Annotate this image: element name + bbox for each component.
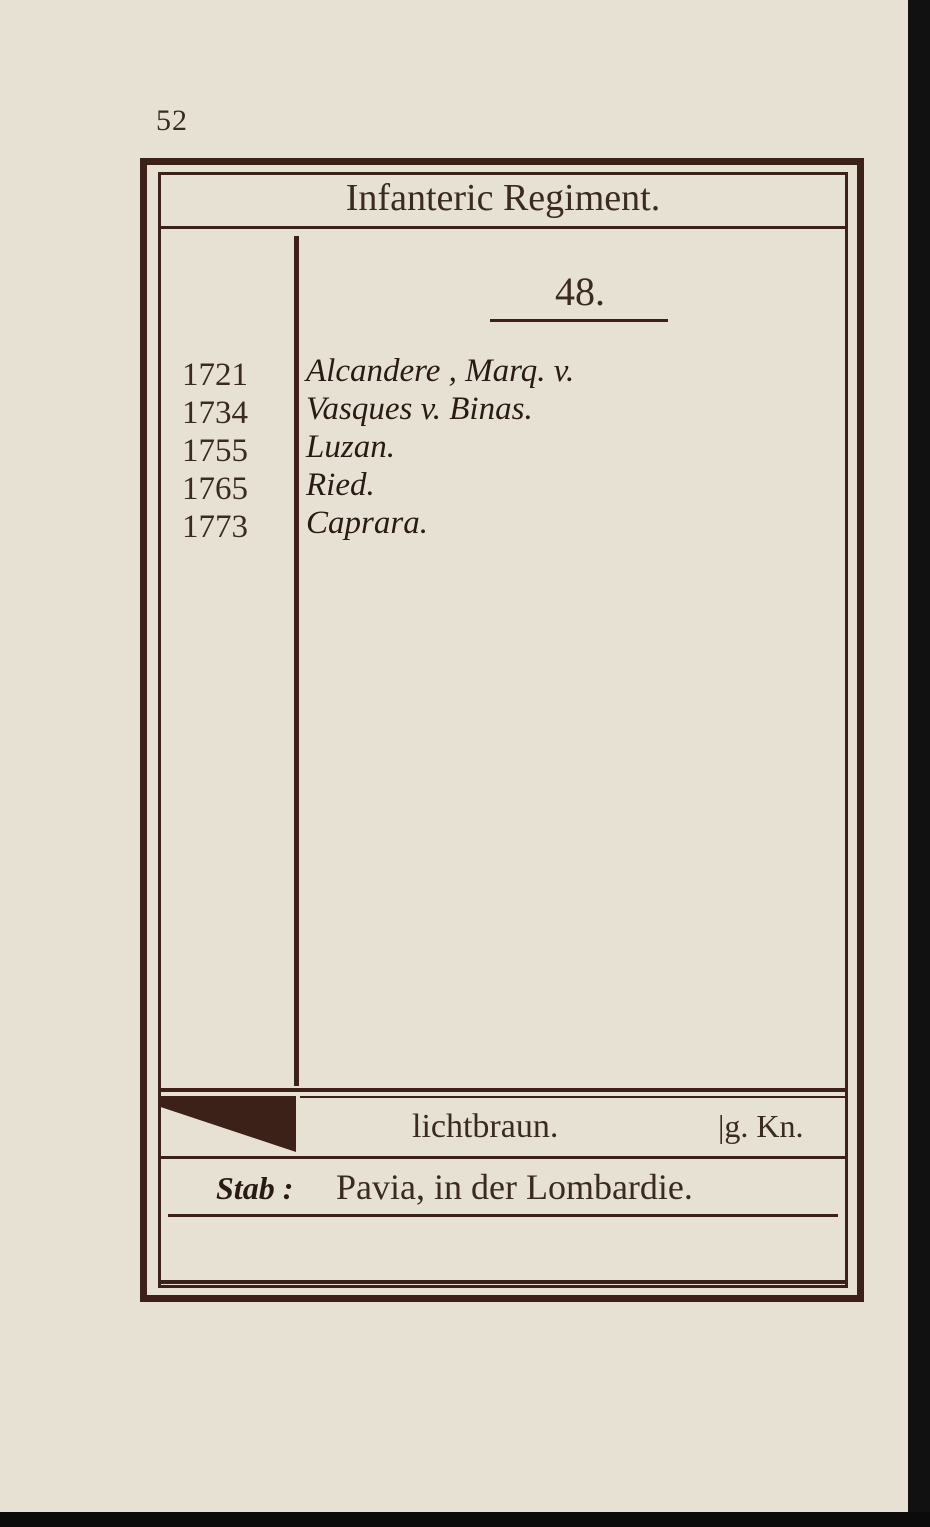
book-gutter [908, 0, 930, 1527]
owner-name: Luzan. [306, 429, 395, 465]
regiment-number-underline [490, 319, 668, 322]
owner-year: 1755 [182, 433, 248, 469]
owner-name: Caprara. [306, 505, 428, 541]
scan-edge [0, 1512, 930, 1527]
stab-label: Stab : [216, 1170, 294, 1206]
column-divider [294, 236, 299, 1086]
owner-year: 1765 [182, 471, 248, 507]
owner-name: Ried. [306, 467, 375, 503]
title-rule [158, 226, 848, 229]
buttons-text: |g. Kn. [718, 1108, 804, 1144]
owner-names [306, 352, 574, 542]
owner-years [182, 356, 248, 546]
owner-year: 1734 [182, 395, 248, 431]
owner-year: 1721 [182, 357, 248, 393]
table-bottom-rule [158, 1280, 848, 1284]
stab-top-rule [158, 1156, 848, 1159]
owner-name: Vasques v. Binas. [306, 391, 533, 427]
facing-top-rule-thin [300, 1096, 848, 1098]
facing-color-text: lichtbraun. [412, 1108, 559, 1145]
regiment-number: 48. [555, 269, 605, 314]
owner-name: Alcandere , Marq. v. [306, 353, 575, 389]
stab-bottom-rule [168, 1214, 838, 1217]
page-number: 52 [156, 104, 188, 137]
table-title: Infanteric Regiment. [345, 177, 661, 219]
owner-year: 1773 [182, 509, 248, 545]
facing-top-rule [158, 1088, 848, 1092]
stab-location: Pavia, in der Lombardie. [336, 1167, 693, 1207]
